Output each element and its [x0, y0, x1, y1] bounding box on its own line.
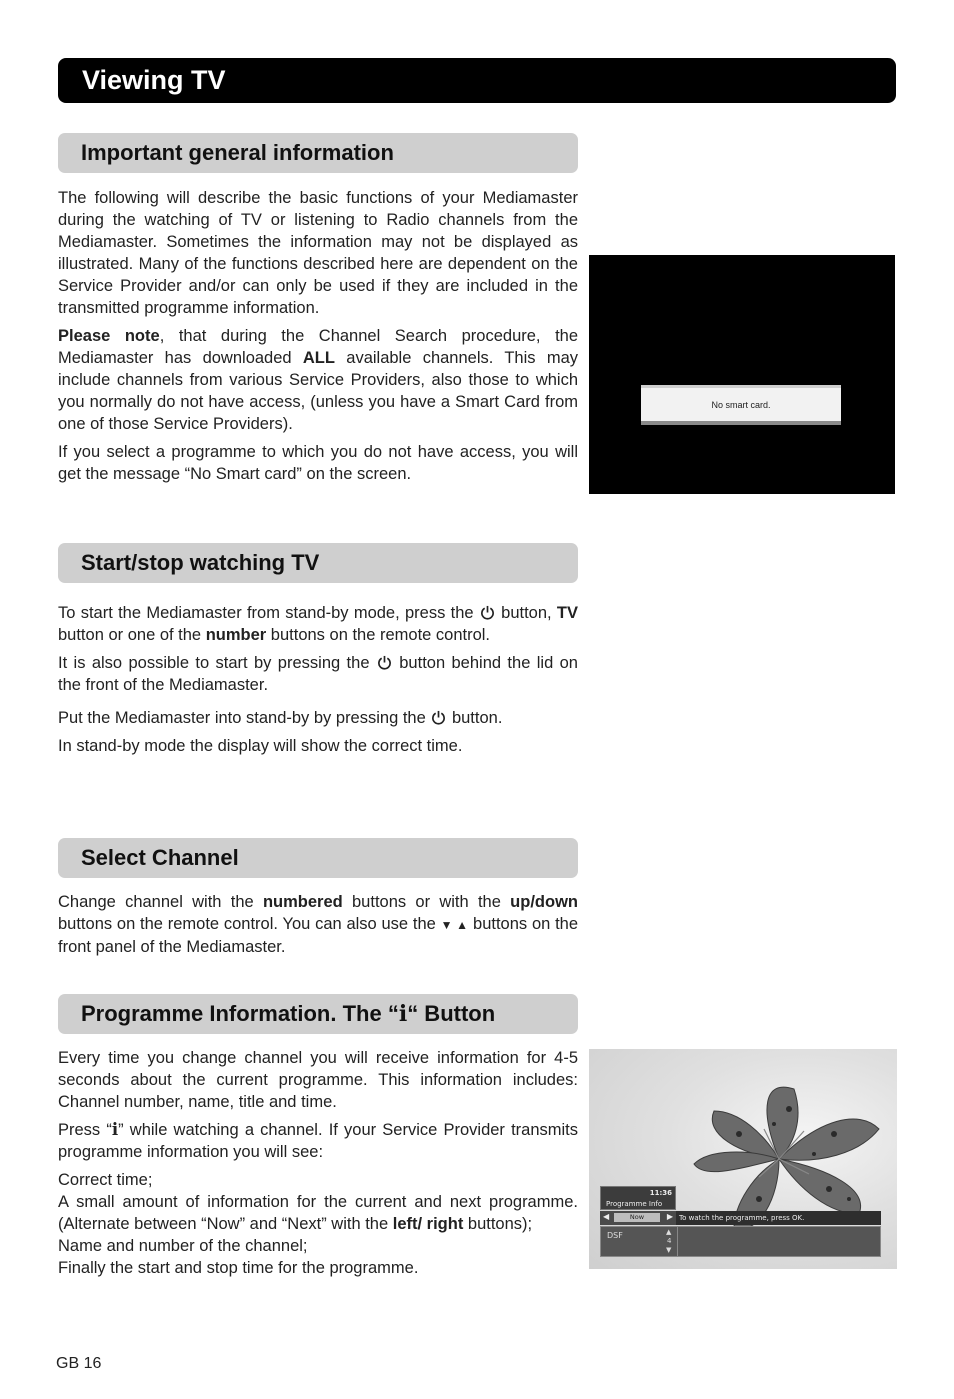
osd-title: Programme Info	[606, 1200, 663, 1208]
section-title	[81, 1001, 495, 1027]
bold-text: ALL	[302, 349, 335, 367]
bold-text: left/ right	[392, 1215, 464, 1233]
text: buttons on the front panel of the Mediamaster.	[58, 915, 579, 956]
list-line: Correct time;	[58, 1171, 153, 1189]
paragraph	[58, 891, 578, 958]
down-up-arrows-icon: ▼ ▲	[440, 918, 469, 932]
text: button or one of the	[58, 626, 206, 644]
text: buttons or with the	[342, 893, 511, 911]
osd-divider	[677, 1227, 678, 1256]
right-arrow-icon: ▶	[666, 1212, 673, 1221]
section-heading-important	[58, 133, 578, 173]
no-smart-card-screenshot	[589, 255, 895, 494]
text: Programme Information. The “	[81, 1001, 399, 1026]
osd-now-label: Now	[614, 1213, 660, 1222]
osd-channel-box	[600, 1226, 881, 1257]
bold-text: Please note	[58, 327, 160, 345]
text: buttons on the remote control. You can also use the	[58, 915, 441, 933]
text: “ Button	[407, 1001, 496, 1026]
text: It is also possible to start by pressing the	[58, 654, 376, 672]
smart-card-message: No smart card.	[641, 385, 841, 425]
up-down-arrows-icon: ▲ ▼	[666, 1228, 672, 1254]
important-text	[58, 187, 578, 491]
text: A small amount of information for the current and next programme. (Alternate between “Now” and “Next” with the	[58, 1193, 578, 1233]
text: buttons);	[463, 1215, 533, 1233]
text: Change channel with the	[58, 893, 263, 911]
section-title: Select Channel	[81, 845, 239, 870]
paragraph: Every time you change channel you will receive information for 4-5 seconds about the current programme. This information includes: Channel number, name, title and time.	[58, 1049, 578, 1111]
startstop-text	[58, 602, 578, 763]
paragraph: In stand-by mode the display will show the correct time.	[58, 737, 463, 755]
text: buttons on the remote control.	[266, 626, 491, 644]
power-icon	[480, 605, 495, 620]
section-title: Start/stop watching TV	[81, 550, 320, 575]
list-line: Name and number of the channel;	[58, 1237, 308, 1255]
page-number: GB 16	[56, 1355, 102, 1372]
osd-now-selector	[600, 1211, 676, 1225]
text: available channels. This may include channels from various Service Providers, also those to which you normally do not have access, (unless you have a Smart Card from one of those Service Providers).	[58, 349, 578, 433]
paragraph	[58, 602, 578, 646]
text: Press “	[58, 1121, 112, 1139]
select-channel-text	[58, 891, 578, 964]
programme-info-text	[58, 1047, 578, 1279]
page-title: Viewing TV	[82, 65, 226, 95]
section-title: Important general information	[81, 140, 394, 165]
paragraph	[58, 652, 578, 696]
osd-channel-number: 4	[667, 1237, 672, 1245]
bold-text: up/down	[510, 893, 578, 911]
info-i-icon: i	[111, 1120, 119, 1139]
osd-message: To watch the programme, press OK.	[676, 1211, 881, 1225]
paragraph	[58, 325, 578, 435]
text: button behind the lid on the front of the Mediamaster.	[58, 654, 578, 694]
paragraph	[58, 1119, 578, 1163]
list-line: Finally the start and stop time for the programme.	[58, 1259, 419, 1277]
programme-info-screenshot	[589, 1049, 897, 1269]
text: , that during the Channel Search procedure, the Mediamaster has downloaded	[58, 327, 579, 367]
bold-text: numbered	[262, 893, 343, 911]
text: button.	[447, 709, 503, 727]
osd-time: 11:36	[649, 1189, 672, 1197]
section-heading-startstop	[58, 543, 578, 583]
bold-text: number	[205, 626, 267, 644]
paragraph: The following will describe the basic functions of your Mediamaster during the watching of TV or listening to Radio channels from the Mediamaster. Sometimes the information may not be displayed as illustrated. Many of the functions described here are dependent on the Service Provider and/or can only be used if they are included in the transmitted programme information.	[58, 189, 578, 317]
power-icon	[431, 710, 446, 725]
text: ” while watching a channel. If your Service Provider transmits programme information you will see:	[58, 1121, 578, 1161]
info-i-icon: i	[398, 1001, 408, 1027]
osd-channel-name: DSF	[607, 1231, 623, 1240]
text: button,	[495, 604, 557, 622]
power-icon	[377, 655, 392, 670]
text: To start the Mediamaster from stand-by mode, press the	[58, 604, 479, 622]
text: Put the Mediamaster into stand-by by pressing the	[58, 709, 431, 727]
paragraph: If you select a programme to which you do not have access, you will get the message “No Smart card” on the screen.	[58, 443, 578, 483]
bold-text: TV	[556, 604, 578, 622]
page-title-bar	[58, 58, 896, 103]
left-arrow-icon: ◀	[603, 1212, 610, 1221]
paragraph	[58, 707, 578, 729]
osd-info-panel	[600, 1186, 676, 1210]
section-heading-programme-info	[58, 994, 578, 1034]
list-line	[58, 1191, 578, 1235]
section-heading-select-channel	[58, 838, 578, 878]
